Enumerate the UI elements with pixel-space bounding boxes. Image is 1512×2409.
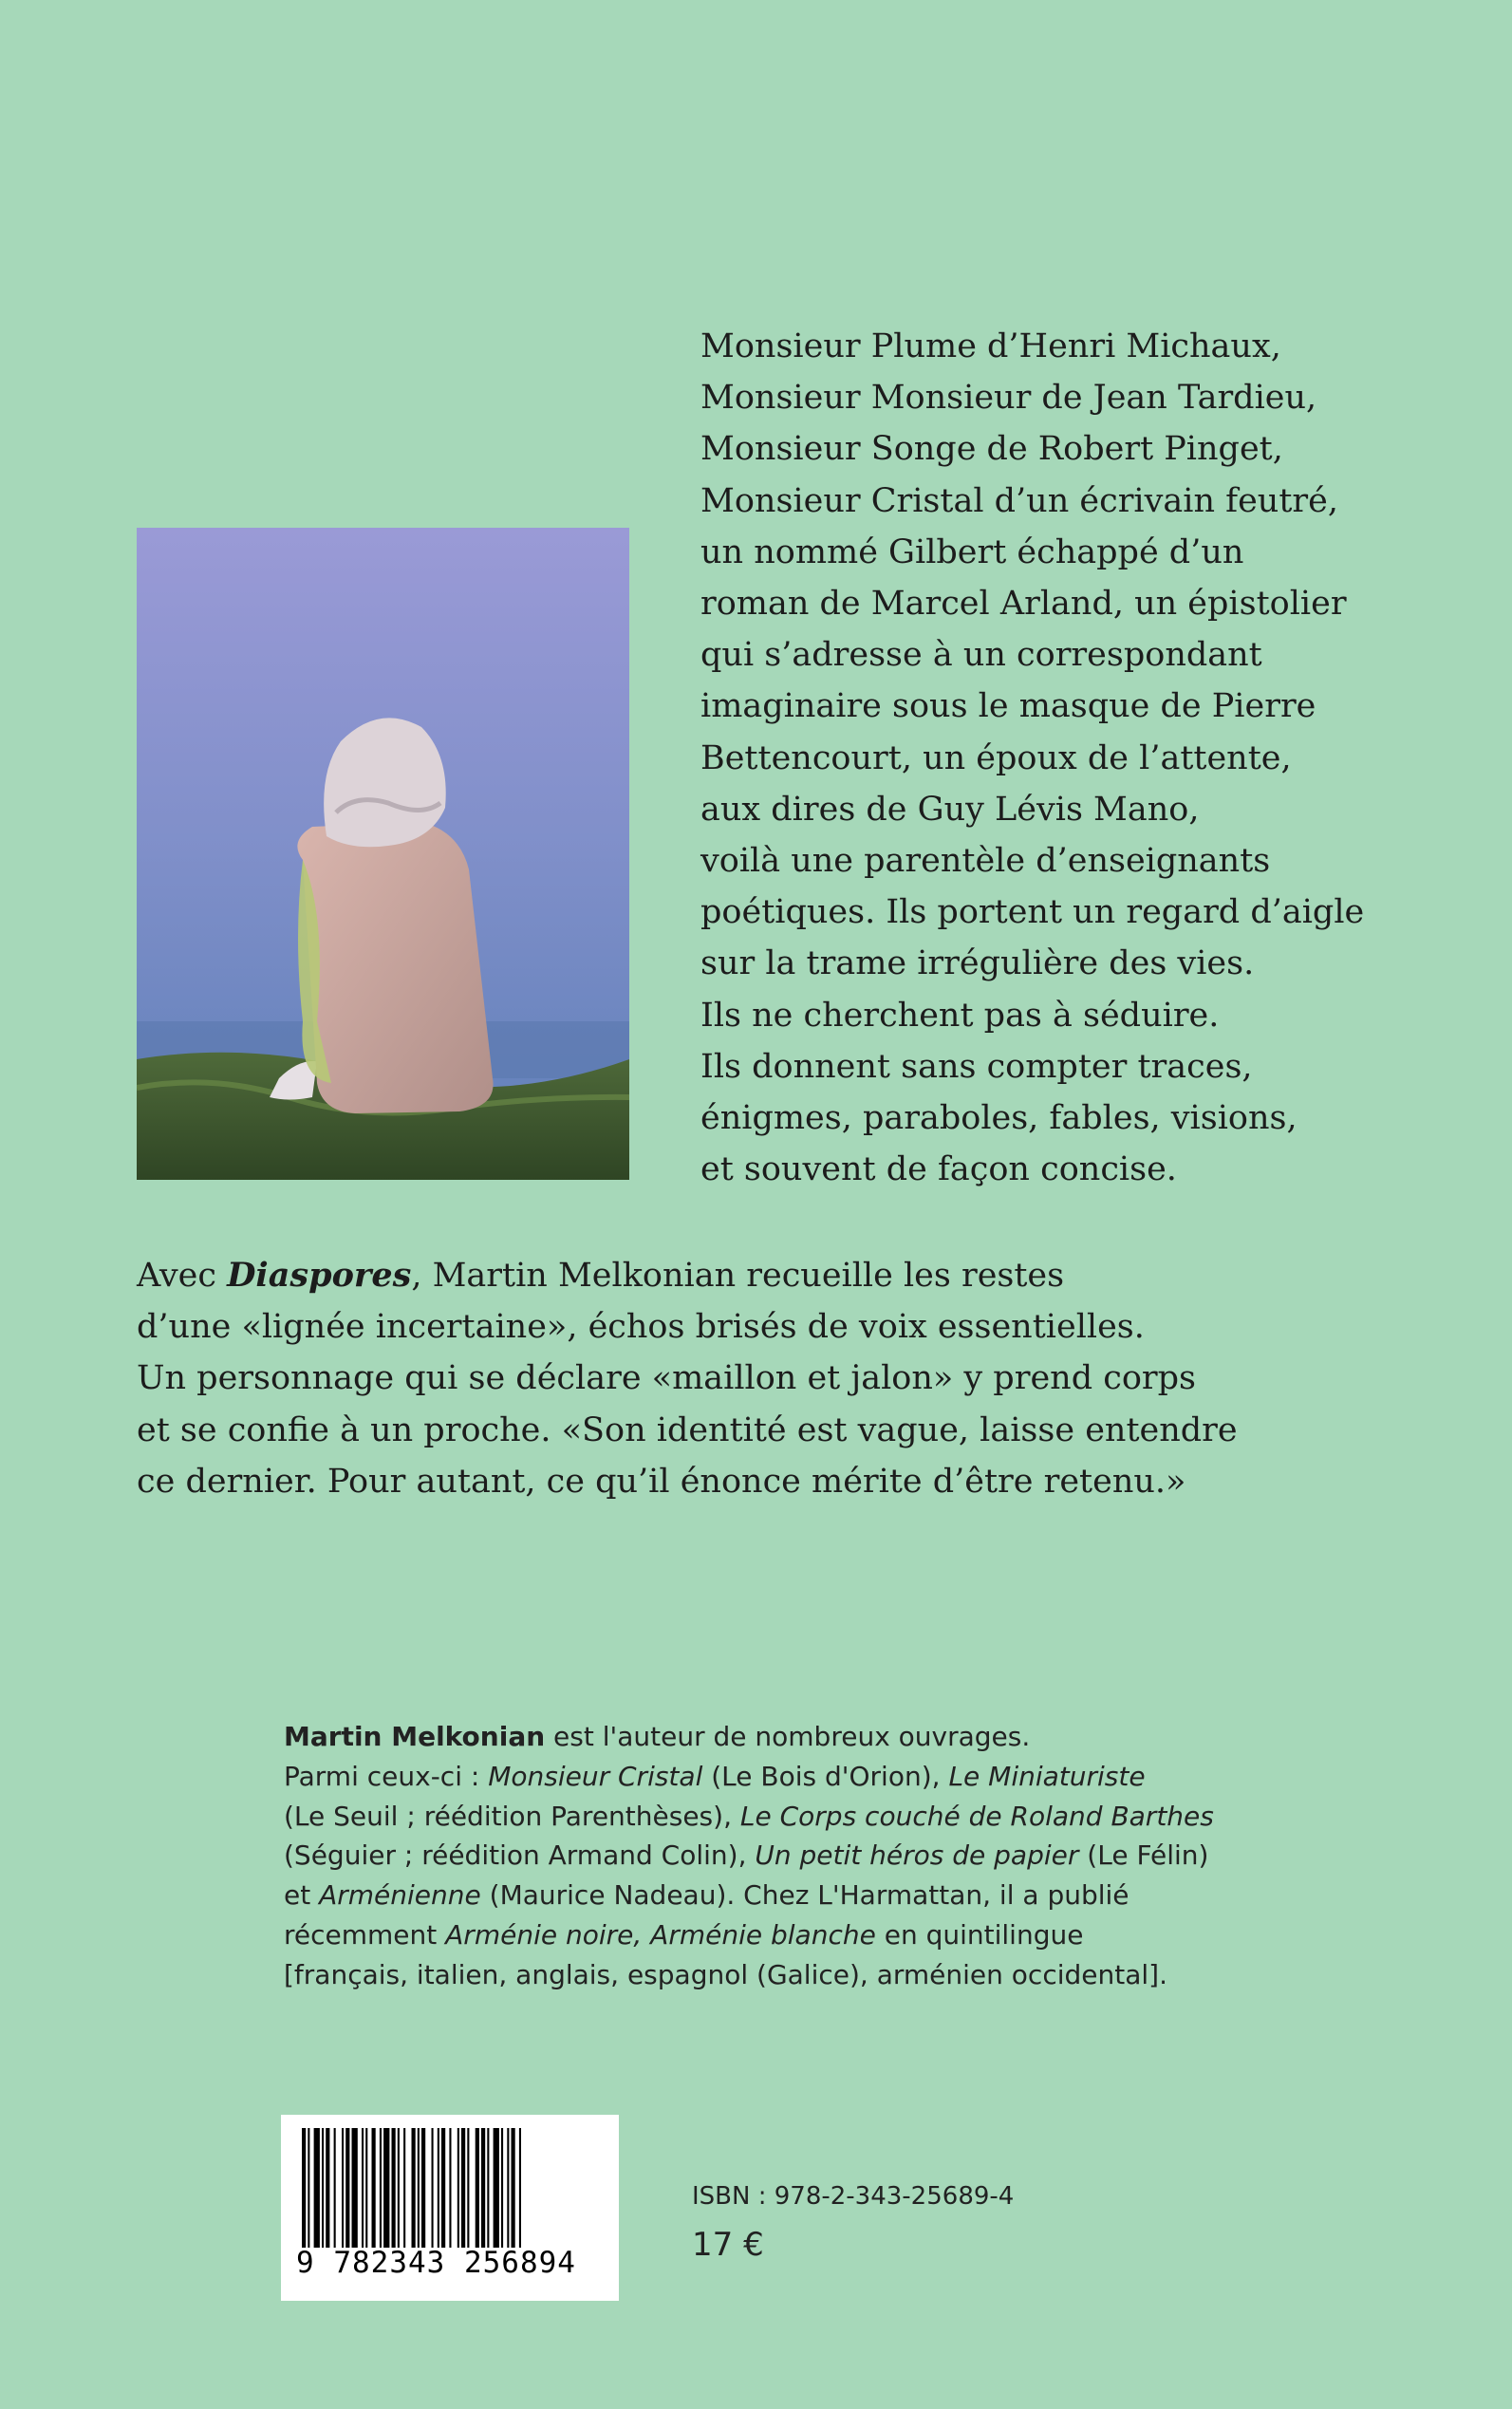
barcode-bar: [519, 2128, 521, 2248]
poem-line: Bettencourt, un époux de l’attente,: [700, 738, 1292, 777]
bio-text: Parmi ceux-ci :: [284, 1760, 489, 1792]
poem-line: aux dires de Guy Lévis Mano,: [700, 790, 1200, 829]
poem-line: roman de Marcel Arland, un épistolier: [700, 585, 1347, 624]
barcode-bar: [476, 2128, 479, 2248]
barcode-bar: [342, 2128, 344, 2248]
poem-line: et souvent de façon concise.: [700, 1150, 1177, 1189]
barcode: [281, 2115, 619, 2301]
barcode-bar: [457, 2128, 459, 2248]
poem-line: qui s’adresse à un correspondant: [700, 636, 1262, 675]
barcode-bar: [421, 2128, 425, 2248]
bio-line: [284, 1876, 1375, 1915]
bio-text: (Séguier ; réédition Armand Colin),: [284, 1839, 756, 1872]
isbn: ISBN : 978-2-343-25689-4: [692, 2182, 1015, 2211]
summary-line: d’une «lignée incertaine», échos brisés de voix essentielles.: [137, 1308, 1145, 1347]
price: 17 €: [692, 2226, 764, 2264]
barcode-bar: [308, 2128, 309, 2248]
bio-text: (Le Félin): [1078, 1839, 1209, 1872]
bio-line: [284, 1836, 1375, 1876]
poem-line: un nommé Gilbert échappé d’un: [700, 532, 1244, 571]
barcode-bar: [432, 2128, 434, 2248]
bio-line: [284, 1915, 1375, 1955]
work-title: Le Miniaturiste: [948, 1760, 1146, 1792]
barcode-bar: [512, 2128, 515, 2248]
summary-line: et se confie à un proche. «Son identité est vague, laisse entendre: [137, 1410, 1238, 1449]
poem-line: Ils ne cherchent pas à séduire.: [700, 996, 1220, 1035]
barcode-bar: [418, 2128, 420, 2248]
barcode-bar: [487, 2128, 489, 2248]
work-title: Un petit héros de papier: [755, 1839, 1079, 1872]
poem-line: Monsieur Plume d’Henri Michaux,: [700, 327, 1281, 365]
book-title: Diaspores: [227, 1256, 412, 1295]
poem-line: Monsieur Cristal d’un écrivain feutré,: [700, 481, 1338, 520]
barcode-bar: [467, 2128, 469, 2248]
barcode-bar: [322, 2128, 324, 2248]
barcode-bar: [501, 2128, 503, 2248]
bio-text: est l'auteur de nombreux ouvrages.: [545, 1721, 1031, 1752]
work-title: Le Corps couché de Roland Barthes: [739, 1800, 1214, 1832]
poem-line: imaginaire sous le masque de Pierre: [700, 687, 1316, 726]
bio-text: (Maurice Nadeau). Chez L'Harmattan, il a publié: [480, 1879, 1129, 1912]
barcode-bar: [352, 2128, 358, 2248]
bio-line: [284, 1757, 1375, 1797]
bio-text: en quintilingue: [875, 1918, 1084, 1951]
bio-line: [français, italien, anglais, espagnol (Galice), arménien occidental].: [284, 1958, 1167, 1990]
barcode-bar: [383, 2128, 389, 2248]
bio-line: [284, 1797, 1375, 1837]
cover-photo-sculpture: [137, 528, 629, 1180]
summary-line: ce dernier. Pour autant, ce qu’il énonce mérite d’être retenu.»: [137, 1462, 1186, 1501]
work-title: Arménienne: [319, 1879, 481, 1912]
barcode-bar: [380, 2128, 382, 2248]
work-title: Monsieur Cristal: [488, 1760, 703, 1792]
poem-line: Monsieur Songe de Robert Pinget,: [700, 430, 1283, 469]
barcode-bar: [345, 2128, 349, 2248]
summary-text: , Martin Melkonian recueille les restes: [411, 1257, 1065, 1295]
poem-line: énigmes, paraboles, fables, visions,: [700, 1099, 1297, 1138]
barcode-bar: [449, 2128, 451, 2248]
barcode-bar: [334, 2128, 336, 2248]
bio-line: [284, 1717, 1375, 1757]
poem-line: Ils donnent sans compter traces,: [700, 1047, 1253, 1086]
author-bio: [284, 1717, 1375, 1995]
bio-text: récemment: [284, 1918, 446, 1951]
barcode-bar: [494, 2128, 499, 2248]
summary-text: Avec: [137, 1257, 228, 1295]
barcode-bar: [302, 2128, 306, 2248]
barcode-bar: [403, 2128, 405, 2248]
barcode-bar: [314, 2128, 320, 2248]
barcode-bar: [441, 2128, 445, 2248]
bio-text: et: [284, 1879, 320, 1912]
poem-line: poétiques. Ils portent un regard d’aigle: [700, 893, 1365, 932]
barcode-digits: 9 782343 256894: [296, 2246, 576, 2280]
bio-text: (Le Bois d'Orion),: [702, 1760, 949, 1792]
barcode-bar: [412, 2128, 416, 2248]
poem-line: sur la trame irrégulière des vies.: [700, 944, 1255, 983]
barcode-bar: [365, 2128, 367, 2248]
summary-line: [137, 1250, 1371, 1301]
barcode-bar: [362, 2128, 364, 2248]
barcode-bar: [461, 2128, 465, 2248]
barcode-bar: [481, 2128, 485, 2248]
bio-text: (Le Seuil ; réédition Parenthèses),: [284, 1800, 740, 1832]
barcode-bar: [398, 2128, 400, 2248]
book-summary: [137, 1250, 1371, 1507]
barcode-bar: [392, 2128, 396, 2248]
poem-line: voilà une parentèle d’enseignants: [700, 842, 1271, 881]
barcode-bar: [507, 2128, 509, 2248]
summary-line: Un personnage qui se déclare «maillon et jalon» y prend corps: [137, 1359, 1197, 1398]
poem-text: [700, 321, 1422, 1195]
barcode-bars: [300, 2128, 600, 2248]
author-name: Martin Melkonian: [284, 1721, 546, 1752]
poem-line: Monsieur Monsieur de Jean Tardieu,: [700, 379, 1317, 418]
barcode-bar: [326, 2128, 329, 2248]
barcode-bar: [438, 2128, 439, 2248]
barcode-bar: [372, 2128, 376, 2248]
work-title: Arménie noire, Arménie blanche: [445, 1918, 876, 1951]
